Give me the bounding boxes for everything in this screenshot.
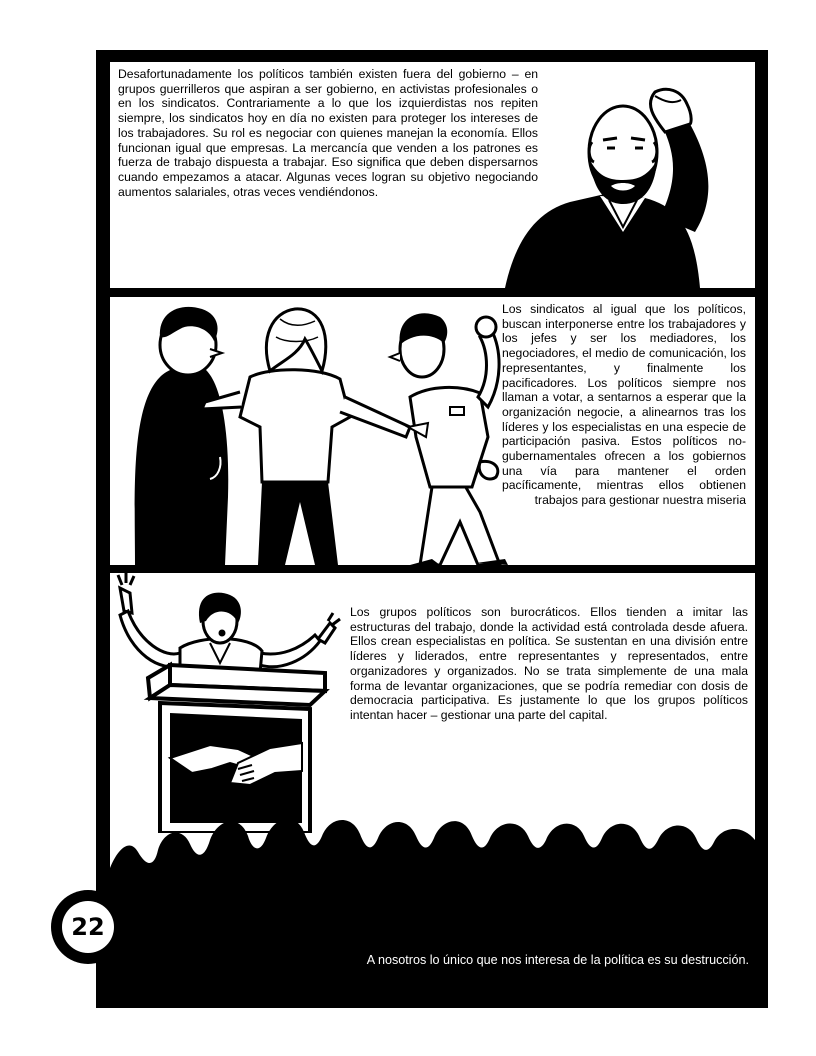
bald-man-illustration xyxy=(495,82,755,288)
page-number-badge xyxy=(51,890,125,964)
panel-1-text: Desafortunadamente los políticos también existen fuera del gobierno – en grupos guerrilleros que aspiran a ser gobierno, en activistas profesionales o en los sindicatos. Contrariamente a lo que los izquierdistas nos repiten siempre, los sindicatos hoy en día no existen para proteger los intereses de los trabajadores. Su rol es negociar con quienes manejan la economía. Ellos funcionan igual que empresas. La mercancía que venden a los patrones es fuerza de trabajo dispuesta a trabajar. Eso significa que deben dispersarnos cuando empezamos a atacar. Algunas veces logran su objetivo negociando aumentos salariales, otras veces vendiéndonos. xyxy=(118,67,538,199)
panel-3-text: Los grupos políticos son burocráticos. Ellos tienden a imitar las estructuras del trabajo, donde la actividad está controlada desde afuera. Ellos crean especialistas en política. Se sustentan en una división entre líderes y liderados, entre representantes y representados, entre organizadores y organizados. No se trata simplemente de una mala forma de levantar organizaciones, que se podría remediar con dosis de democracia participativa. Es justamente lo que los grupos políticos intentan hacer – gestionar una parte del capital. xyxy=(350,605,748,722)
panel-1 xyxy=(110,62,755,288)
confrontation-illustration xyxy=(110,297,570,565)
panel-2 xyxy=(110,297,755,565)
panel-3-caption: A nosotros lo único que nos interesa de la política es su destrucción. xyxy=(366,953,749,967)
page-number: 22 xyxy=(71,913,105,941)
page-number-circle xyxy=(62,901,114,953)
panel-2-text: Los sindicatos al igual que los políticos, buscan interponerse entre los trabajadores y los jefes y ser los mediadores, los negociadores, el medio de comunicación, los representantes, y finalmente los pacificadores. Los políticos siempre nos llaman a votar, a sentarnos a esperar que la organización negocie, a alinearnos tras los líderes y los especialistas en una especie de participación pasiva. Estos políticos no-gubernamentales ofrecen a los gobiernos una vía para mantener el orden pacíficamente, mientras ellos obtienen trabajos para gestionar nuestra miseria xyxy=(502,302,746,508)
panel-3 xyxy=(110,573,755,994)
